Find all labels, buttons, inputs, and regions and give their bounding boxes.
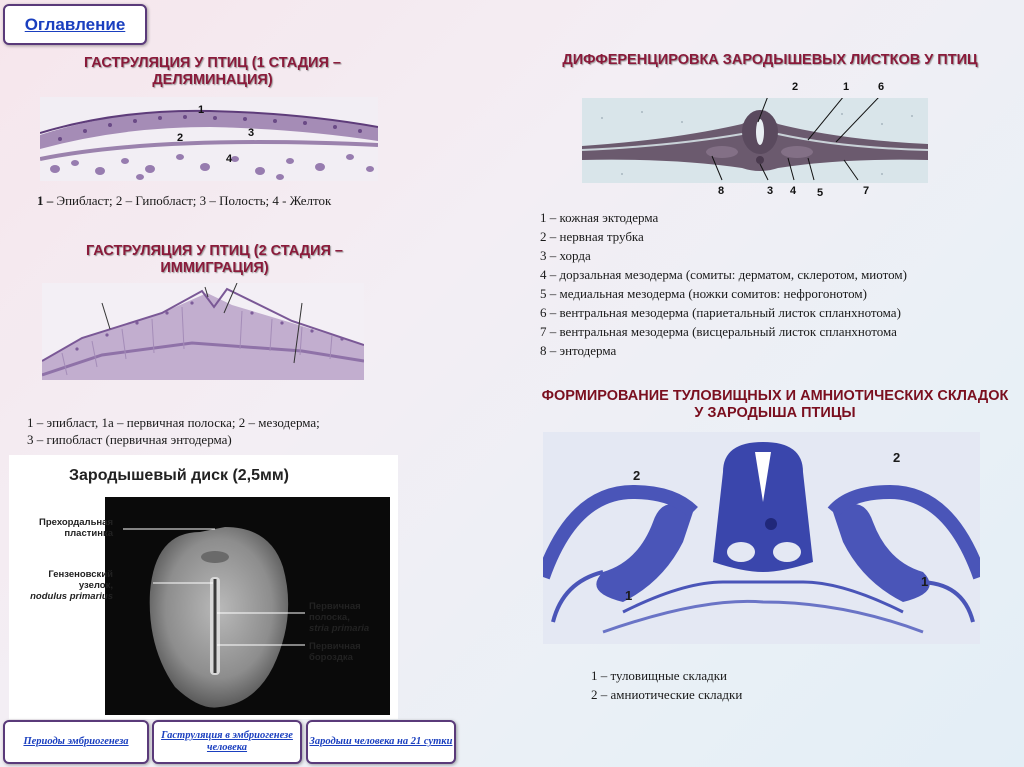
nav-human-embryo-21-label[interactable]: Зародыш человека на 21 сутки [309, 736, 453, 747]
folds-legend [591, 666, 891, 704]
diff-label-2: 2 [792, 81, 799, 93]
caption1-bold: 1 – [37, 193, 54, 208]
nav-human-gastrulation-button[interactable] [152, 720, 302, 764]
diff-label-5: 5 [817, 187, 824, 199]
delam-label-4: 4 [226, 153, 233, 165]
diff-bottom-labels [700, 182, 900, 204]
differentiation-image [582, 98, 928, 183]
diff-legend-8: 8 – энтодерма [540, 343, 617, 358]
left-title-2: ГАСТРУЛЯЦИЯ У ПТИЦ (2 СТАДИЯ – ИММИГРАЦИЯ) [85, 243, 343, 276]
toc-label[interactable]: Оглавление [24, 14, 126, 34]
label-streak-group [309, 601, 394, 634]
diff-label-4: 4 [790, 185, 797, 197]
immigration-caption [27, 414, 407, 448]
diff-label-8: 8 [718, 185, 725, 197]
delam-label-3: 3 [248, 127, 255, 139]
delam-label-1: 1 [198, 104, 205, 116]
diff-legend-3: 3 – хорда [540, 248, 591, 263]
germinal-disc-title: Зародышевый диск (2,5мм) [69, 467, 290, 484]
label-hensen: Гензеновский узелок, [48, 569, 113, 591]
folds-legend-2: 2 – амниотические складки [591, 687, 743, 702]
diff-legend-4: 4 – дорзальная мезодерма (сомиты: дерматом, склеротом, миотом) [540, 267, 907, 282]
left-title-1: ГАСТРУЛЯЦИЯ У ПТИЦ (1 СТАДИЯ – ДЕЛЯМИНАЦИЯ) [83, 55, 341, 88]
label-hensen-group [13, 569, 113, 602]
diff-label-7: 7 [863, 185, 870, 197]
label-streak-latin: stria primaria [309, 623, 370, 634]
delamination-figure [40, 97, 378, 181]
nav-human-gastrulation-label[interactable]: Гаструляция в эмбриогенезе человека [161, 730, 293, 753]
folds-legend-1: 1 – туловищные складки [591, 668, 727, 683]
diff-legend-7: 7 – вентральная мезодерма (висцеральный листок спланхнотома [540, 324, 897, 339]
nav-embryogenesis-periods-label[interactable]: Периоды эмбриогенеза [23, 736, 129, 747]
right-title-2: ФОРМИРОВАНИЕ ТУЛОВИЩНЫХ И АМНИОТИЧЕСКИХ СКЛАДОК У ЗАРОДЫША ПТИЦЫ [541, 388, 1009, 421]
caption1-text: Эпибласт; 2 – Гипобласт; 3 – Полость; 4 - Желток [53, 193, 332, 208]
nav-human-embryo-21-button[interactable] [306, 720, 456, 764]
diff-label-6: 6 [878, 81, 885, 93]
nav-embryogenesis-periods-button[interactable] [3, 720, 149, 764]
delam-label-2: 2 [177, 132, 184, 144]
label-streak: Первичная полоска, [309, 601, 361, 623]
fold-label-2-left: 2 [633, 468, 641, 483]
delamination-image [40, 97, 378, 181]
diff-top-labels [710, 76, 910, 100]
differentiation-figure [582, 98, 928, 183]
diff-legend-5: 5 – медиальная мезодерма (ножки сомитов: нефрогонотом) [540, 286, 867, 301]
label-prechordal: Прехордальная пластинка [39, 517, 113, 539]
diff-legend-2: 2 – нервная трубка [540, 229, 644, 244]
delamination-caption [37, 192, 357, 209]
caption2-line-1: 1 – эпибласт, 1а – первичная полоска; 2 – мезодерма; [27, 415, 320, 430]
diff-legend-6: 6 – вентральная мезодерма (париетальный листок спланхнотома) [540, 305, 901, 320]
germinal-disc-figure [9, 455, 398, 719]
diff-label-3: 3 [767, 185, 774, 197]
diff-legend-1: 1 – кожная эктодерма [540, 210, 659, 225]
fold-label-1-right: 1 [921, 574, 929, 589]
fold-label-1-left: 1 [625, 588, 633, 603]
immigration-figure [42, 283, 364, 380]
folds-labels [543, 432, 980, 644]
caption2-line-2: 3 – гипобласт (первичная энтодерма) [27, 432, 232, 447]
diff-label-1: 1 [843, 81, 850, 93]
fold-label-2-right: 2 [893, 450, 901, 465]
toc-button[interactable] [3, 4, 147, 45]
label-groove: Первичная бороздка [309, 641, 361, 663]
right-title-1: ДИФФЕРЕНЦИРОВКА ЗАРОДЫШЕВЫХ ЛИСТКОВ У ПТИЦ [562, 52, 978, 68]
label-hensen-latin: nodulus primarius [30, 591, 113, 602]
immigration-image [42, 283, 364, 380]
differentiation-legend [540, 208, 1010, 360]
